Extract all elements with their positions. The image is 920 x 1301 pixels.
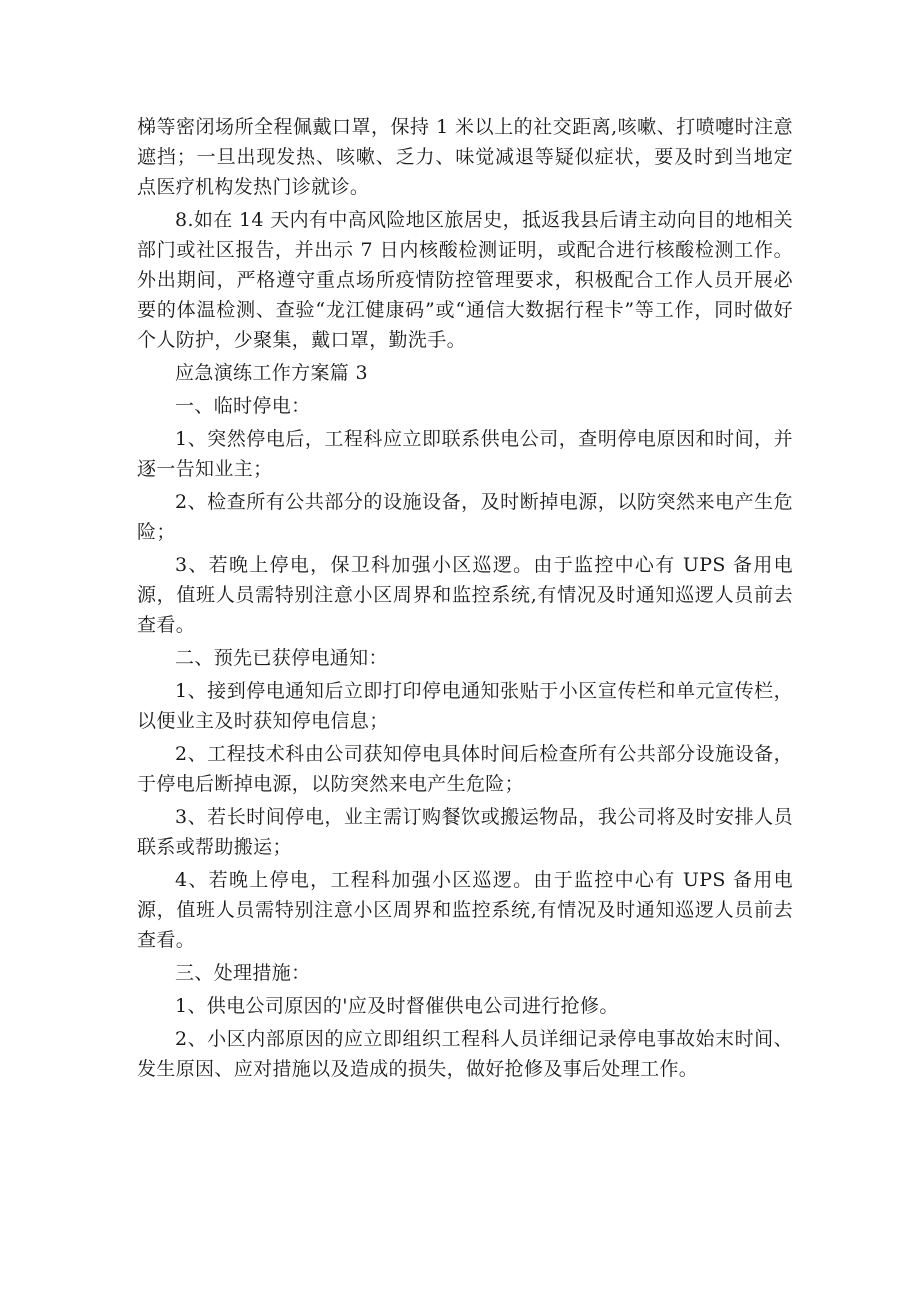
section-title: 应急演练工作方案篇 3 <box>175 362 368 384</box>
paragraph-outage-3: 3、若晚上停电，保卫科加强小区巡逻。由于监控中心有 UPS 备用电源，值班人员需特别注意小区周界和监控系统,有情况及时通知巡逻人员前去查看。 <box>137 554 793 636</box>
paragraph-notice-4: 4、若晚上停电，工程科加强小区巡逻。由于监控中心有 UPS 备用电源，值班人员需特别注意小区周界和监控系统,有情况及时通知巡逻人员前去查看。 <box>137 869 793 951</box>
heading-advance-notice: 二、预先已获停电通知： <box>175 647 388 669</box>
paragraph-notice-2: 2、工程技术科由公司获知停电具体时间后检查所有公共部分设施设备，于停电后断掉电源，以防突然来电产生危险； <box>137 743 793 795</box>
paragraph-outage-1: 1、突然停电后，工程科应立即联系供电公司，查明停电原因和时间，并逐一告知业主； <box>137 428 793 480</box>
heading-handling-measures: 三、处理措施： <box>175 962 311 984</box>
paragraph-notice-1: 1、接到停电通知后立即打印停电通知张贴于小区宣传栏和单元宣传栏，以便业主及时获知停电信息； <box>137 680 793 732</box>
document-body <box>137 112 793 1087</box>
paragraph-continuation: 梯等密闭场所全程佩戴口罩，保持 1 米以上的社交距离,咳嗽、打喷嚏时注意遮挡；一旦出现发热、咳嗽、乏力、味觉减退等疑似症状，要及时到当地定点医疗机构发热门诊就诊。 <box>137 116 793 198</box>
paragraph-item-8: 8.如在 14 天内有中高风险地区旅居史，抵返我县后请主动向目的地相关部门或社区报告，并出示 7 日内核酸检测证明，或配合进行核酸检测工作。外出期间，严格遵守重点场所疫情防控管理要求，积极配合工作人员开展必要的体温检测、查验“龙江健康码”或“通信大数据行程卡”等工作，同时做好个人防护，少聚集，戴口罩，勤洗手。 <box>137 209 793 351</box>
heading-temporary-outage: 一、临时停电： <box>175 395 311 417</box>
paragraph-measure-2: 2、小区内部原因的应立即组织工程科人员详细记录停电事故始末时间、发生原因、应对措施以及造成的损失，做好抢修及事后处理工作。 <box>137 1028 793 1080</box>
paragraph-outage-2: 2、检查所有公共部分的设施设备，及时断掉电源，以防突然来电产生危险； <box>137 491 793 543</box>
paragraph-measure-1: 1、供电公司原因的'应及时督催供电公司进行抢修。 <box>175 995 619 1017</box>
paragraph-notice-3: 3、若长时间停电，业主需订购餐饮或搬运物品，我公司将及时安排人员联系或帮助搬运； <box>137 806 793 858</box>
